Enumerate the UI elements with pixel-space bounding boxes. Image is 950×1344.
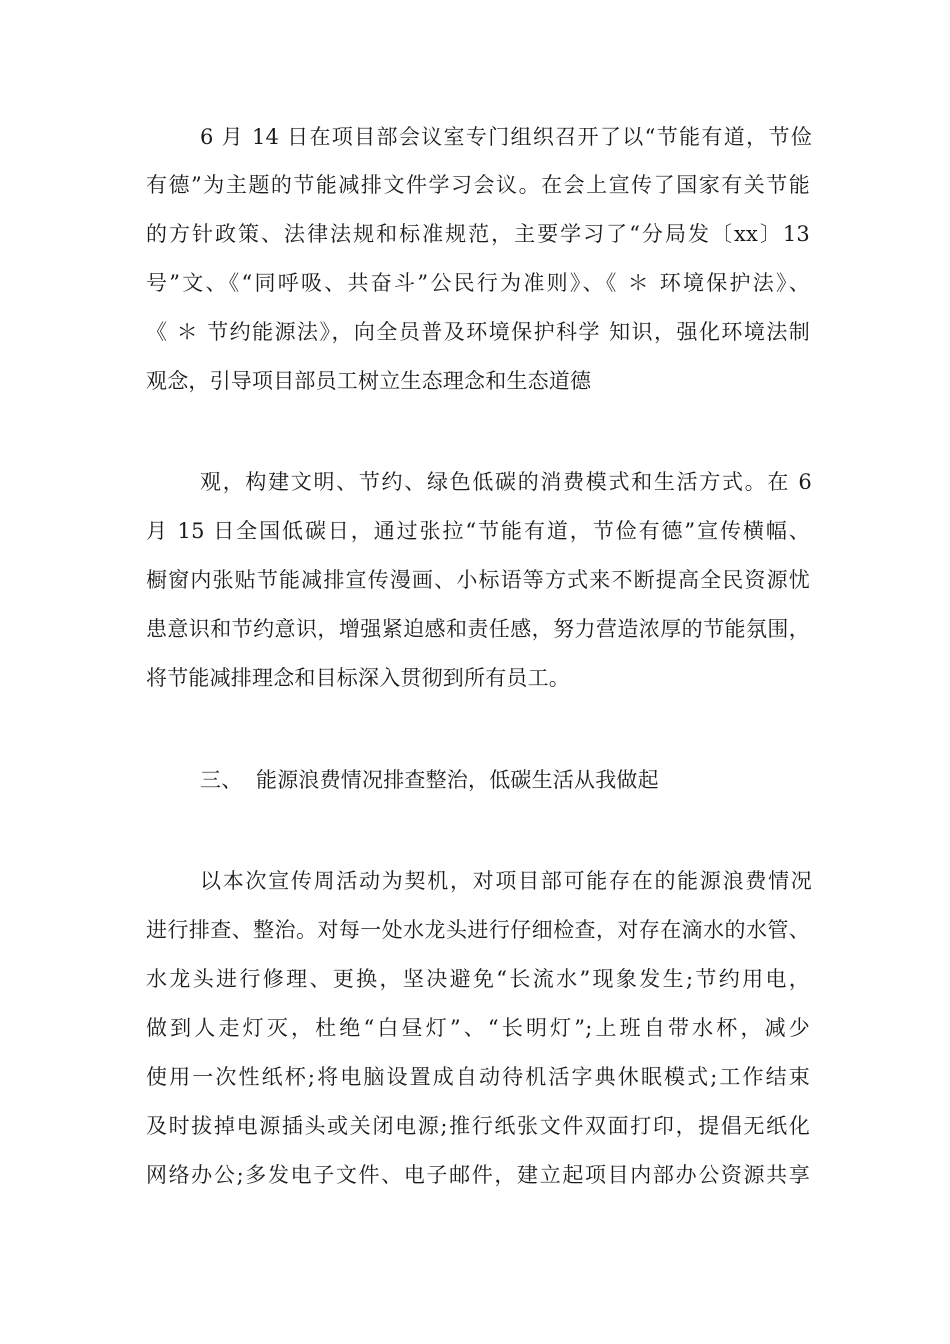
paragraph-line: 号”文、《“同呼吸、共奋斗”公民行为准则》、《 ＊ 环境保护法》、 (146, 271, 810, 295)
paragraph-line: 做到人走灯灭，杜绝“白昼灯”、“长明灯”;上班自带水杯，减少 (146, 1016, 810, 1040)
paragraph-line: 进行排查、整治。对每一处水龙头进行仔细检查，对存在滴水的水管、 (146, 918, 810, 942)
paragraph-line: 观，构建文明、节约、绿色低碳的消费模式和生活方式。在 6 (200, 470, 812, 494)
section-heading-text: 能源浪费情况排查整治，低碳生活从我做起 (256, 768, 659, 792)
paragraph-line: 观念，引导项目部员工树立生态理念和生态道德 (146, 369, 592, 393)
paragraph-line: 《 ＊ 节约能源法》，向全员普及环境保护科学 知识，强化环境法制 (146, 320, 810, 344)
paragraph-line: 有德”为主题的节能减排文件学习会议。在会上宣传了国家有关节能 (146, 173, 810, 197)
paragraph-line: 将节能减排理念和目标深入贯彻到所有员工。 (146, 666, 570, 690)
paragraph-line: 橱窗内张贴节能减排宣传漫画、小标语等方式来不断提高全民资源忧 (146, 568, 810, 592)
paragraph-line: 以本次宣传周活动为契机，对项目部可能存在的能源浪费情况 (200, 869, 812, 893)
paragraph-line: 网络办公;多发电子文件、电子邮件，建立起项目内部办公资源共享 (146, 1163, 810, 1187)
paragraph-line: 6 月 14 日在项目部会议室专门组织召开了以“节能有道，节俭 (200, 125, 812, 149)
paragraph-line: 的方针政策、法律法规和标准规范，主要学习了“分局发〔xx〕13 (146, 222, 810, 246)
section-heading-number: 三、 (200, 768, 243, 792)
paragraph-line: 患意识和节约意识，增强紧迫感和责任感，努力营造浓厚的节能氛围， (146, 617, 810, 641)
section-heading (200, 765, 864, 795)
paragraph-line: 月 15 日全国低碳日，通过张拉“节能有道，节俭有德”宣传横幅、 (146, 519, 810, 543)
paragraph-line: 及时拔掉电源插头或关闭电源;推行纸张文件双面打印，提倡无纸化 (146, 1114, 810, 1138)
paragraph-line: 水龙头进行修理、更换，坚决避免“长流水”现象发生;节约用电， (146, 967, 810, 991)
paragraph-line: 使用一次性纸杯;将电脑设置成自动待机活字典休眠模式;工作结束 (146, 1065, 810, 1089)
